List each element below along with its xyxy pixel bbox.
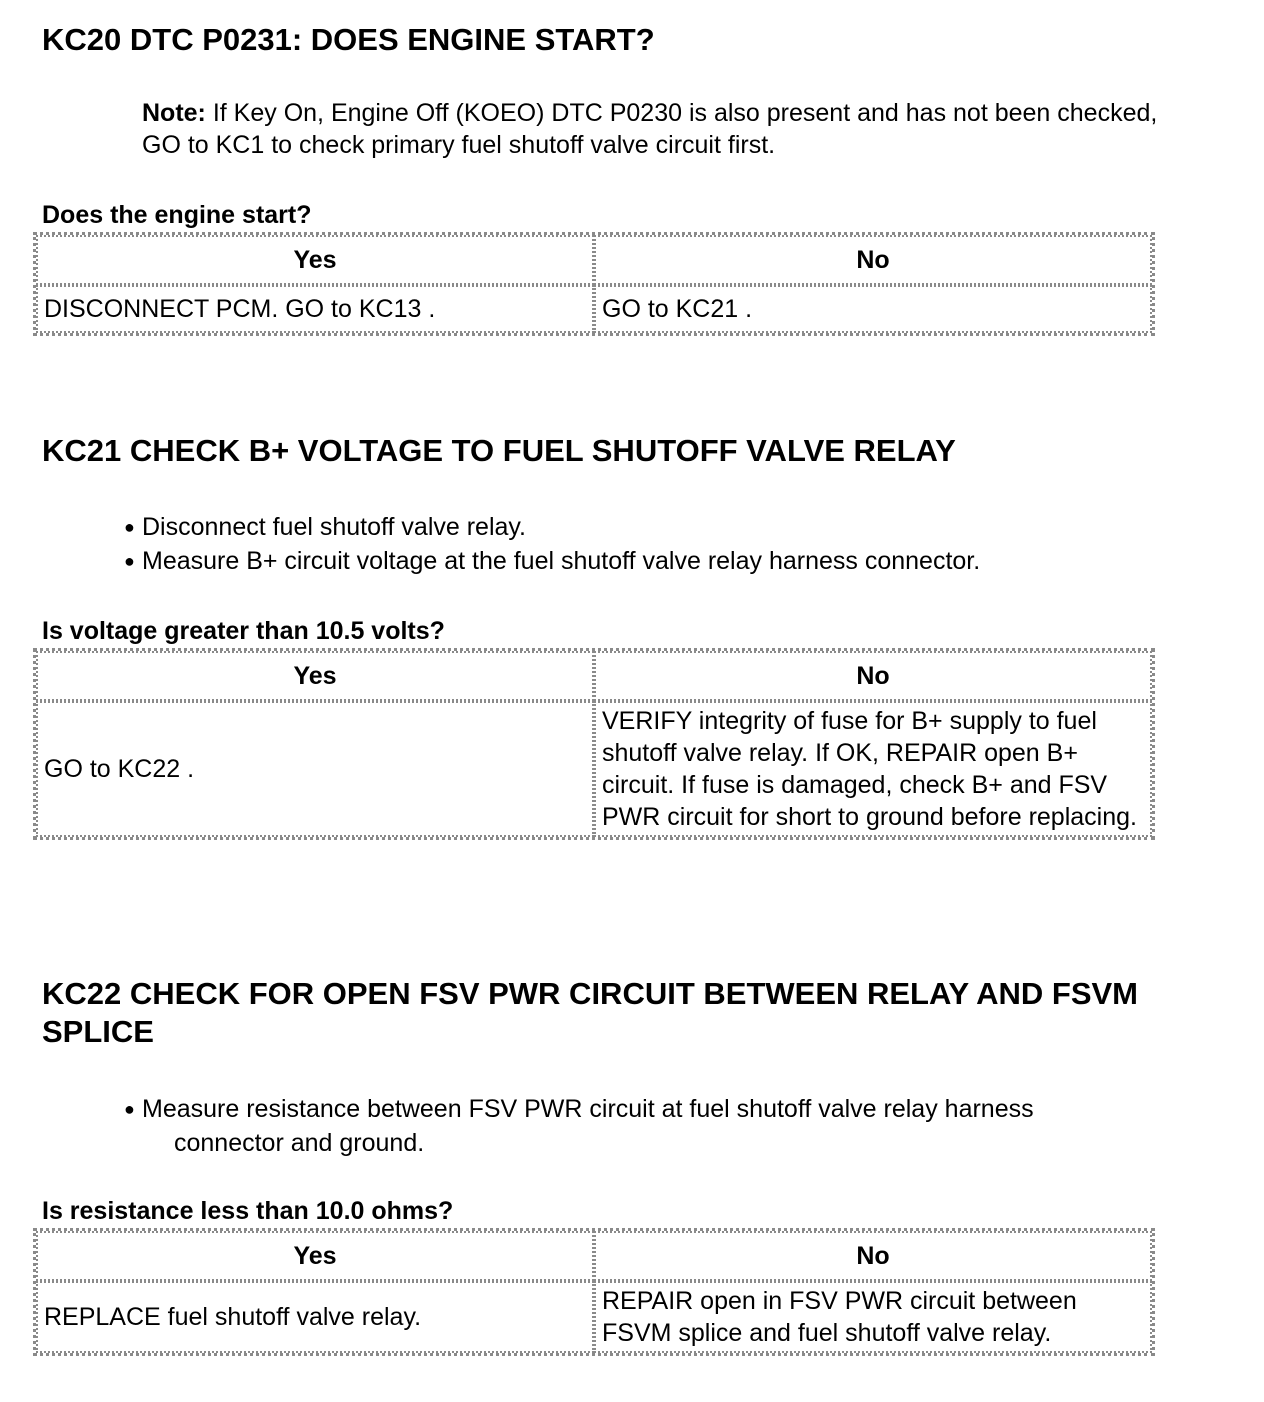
table-row — [36, 285, 1152, 333]
note-label: Note: — [142, 99, 206, 127]
answer-table-kc21 — [33, 648, 1155, 840]
yes-header: Yes — [36, 235, 594, 285]
yes-answer: DISCONNECT PCM. GO to KC13 . — [36, 285, 594, 333]
yes-answer: REPLACE fuel shutoff valve relay. — [36, 1281, 594, 1353]
table-header-row — [36, 235, 1152, 285]
table-header-row — [36, 1231, 1152, 1281]
answer-table-kc20 — [33, 232, 1155, 336]
note-text: If Key On, Engine Off (KOEO) DTC P0230 is also present and has not been checked, GO to KC1 to check primary fuel shutoff valve circuit first. — [142, 99, 1158, 159]
step-text: Disconnect fuel shutoff valve relay. — [142, 513, 526, 541]
steps-list-kc22 — [124, 1092, 1204, 1160]
steps-list-kc21 — [124, 510, 1204, 578]
section-heading-kc20: KC20 DTC P0231: DOES ENGINE START? — [42, 22, 655, 57]
table-header-row — [36, 651, 1152, 701]
question-kc21: Is voltage greater than 10.5 volts? — [42, 617, 445, 645]
question-kc22: Is resistance less than 10.0 ohms? — [42, 1197, 454, 1225]
bullet-icon: ● — [124, 1099, 135, 1119]
step-text-line-2: connector and ground. — [174, 1129, 425, 1157]
no-answer: GO to KC21 . — [594, 285, 1152, 333]
no-answer: VERIFY integrity of fuse for B+ supply to fuel shutoff valve relay. If OK, REPAIR open B+ circuit. If fuse is damaged, check B+ and FSV PWR circuit for short to ground before replacing. — [594, 701, 1152, 837]
no-header: No — [594, 1231, 1152, 1281]
no-header: No — [594, 651, 1152, 701]
no-header: No — [594, 235, 1152, 285]
yes-answer: GO to KC22 . — [36, 701, 594, 837]
list-item — [124, 1092, 1204, 1160]
table-row — [36, 1281, 1152, 1353]
bullet-icon: ● — [124, 551, 135, 571]
answer-table-kc22 — [33, 1228, 1155, 1356]
yes-header: Yes — [36, 1231, 594, 1281]
section-heading-kc22 — [42, 975, 1138, 1051]
step-text-line-1: Measure resistance between FSV PWR circuit at fuel shutoff valve relay harness — [142, 1095, 1034, 1123]
heading-line-1: KC22 CHECK FOR OPEN FSV PWR CIRCUIT BETWEEN RELAY AND FSVM — [42, 976, 1139, 1011]
section-heading-kc21: KC21 CHECK B+ VOLTAGE TO FUEL SHUTOFF VALVE RELAY — [42, 433, 956, 468]
heading-line-2: SPLICE — [42, 1014, 154, 1049]
no-answer: REPAIR open in FSV PWR circuit between FSVM splice and fuel shutoff valve relay. — [594, 1281, 1152, 1353]
table-row — [36, 701, 1152, 837]
list-item — [124, 510, 1204, 544]
list-item — [124, 544, 1204, 578]
bullet-icon: ● — [124, 517, 135, 537]
note-kc20 — [142, 97, 1202, 161]
step-text: Measure B+ circuit voltage at the fuel shutoff valve relay harness connector. — [142, 547, 981, 575]
yes-header: Yes — [36, 651, 594, 701]
question-kc20: Does the engine start? — [42, 201, 312, 229]
